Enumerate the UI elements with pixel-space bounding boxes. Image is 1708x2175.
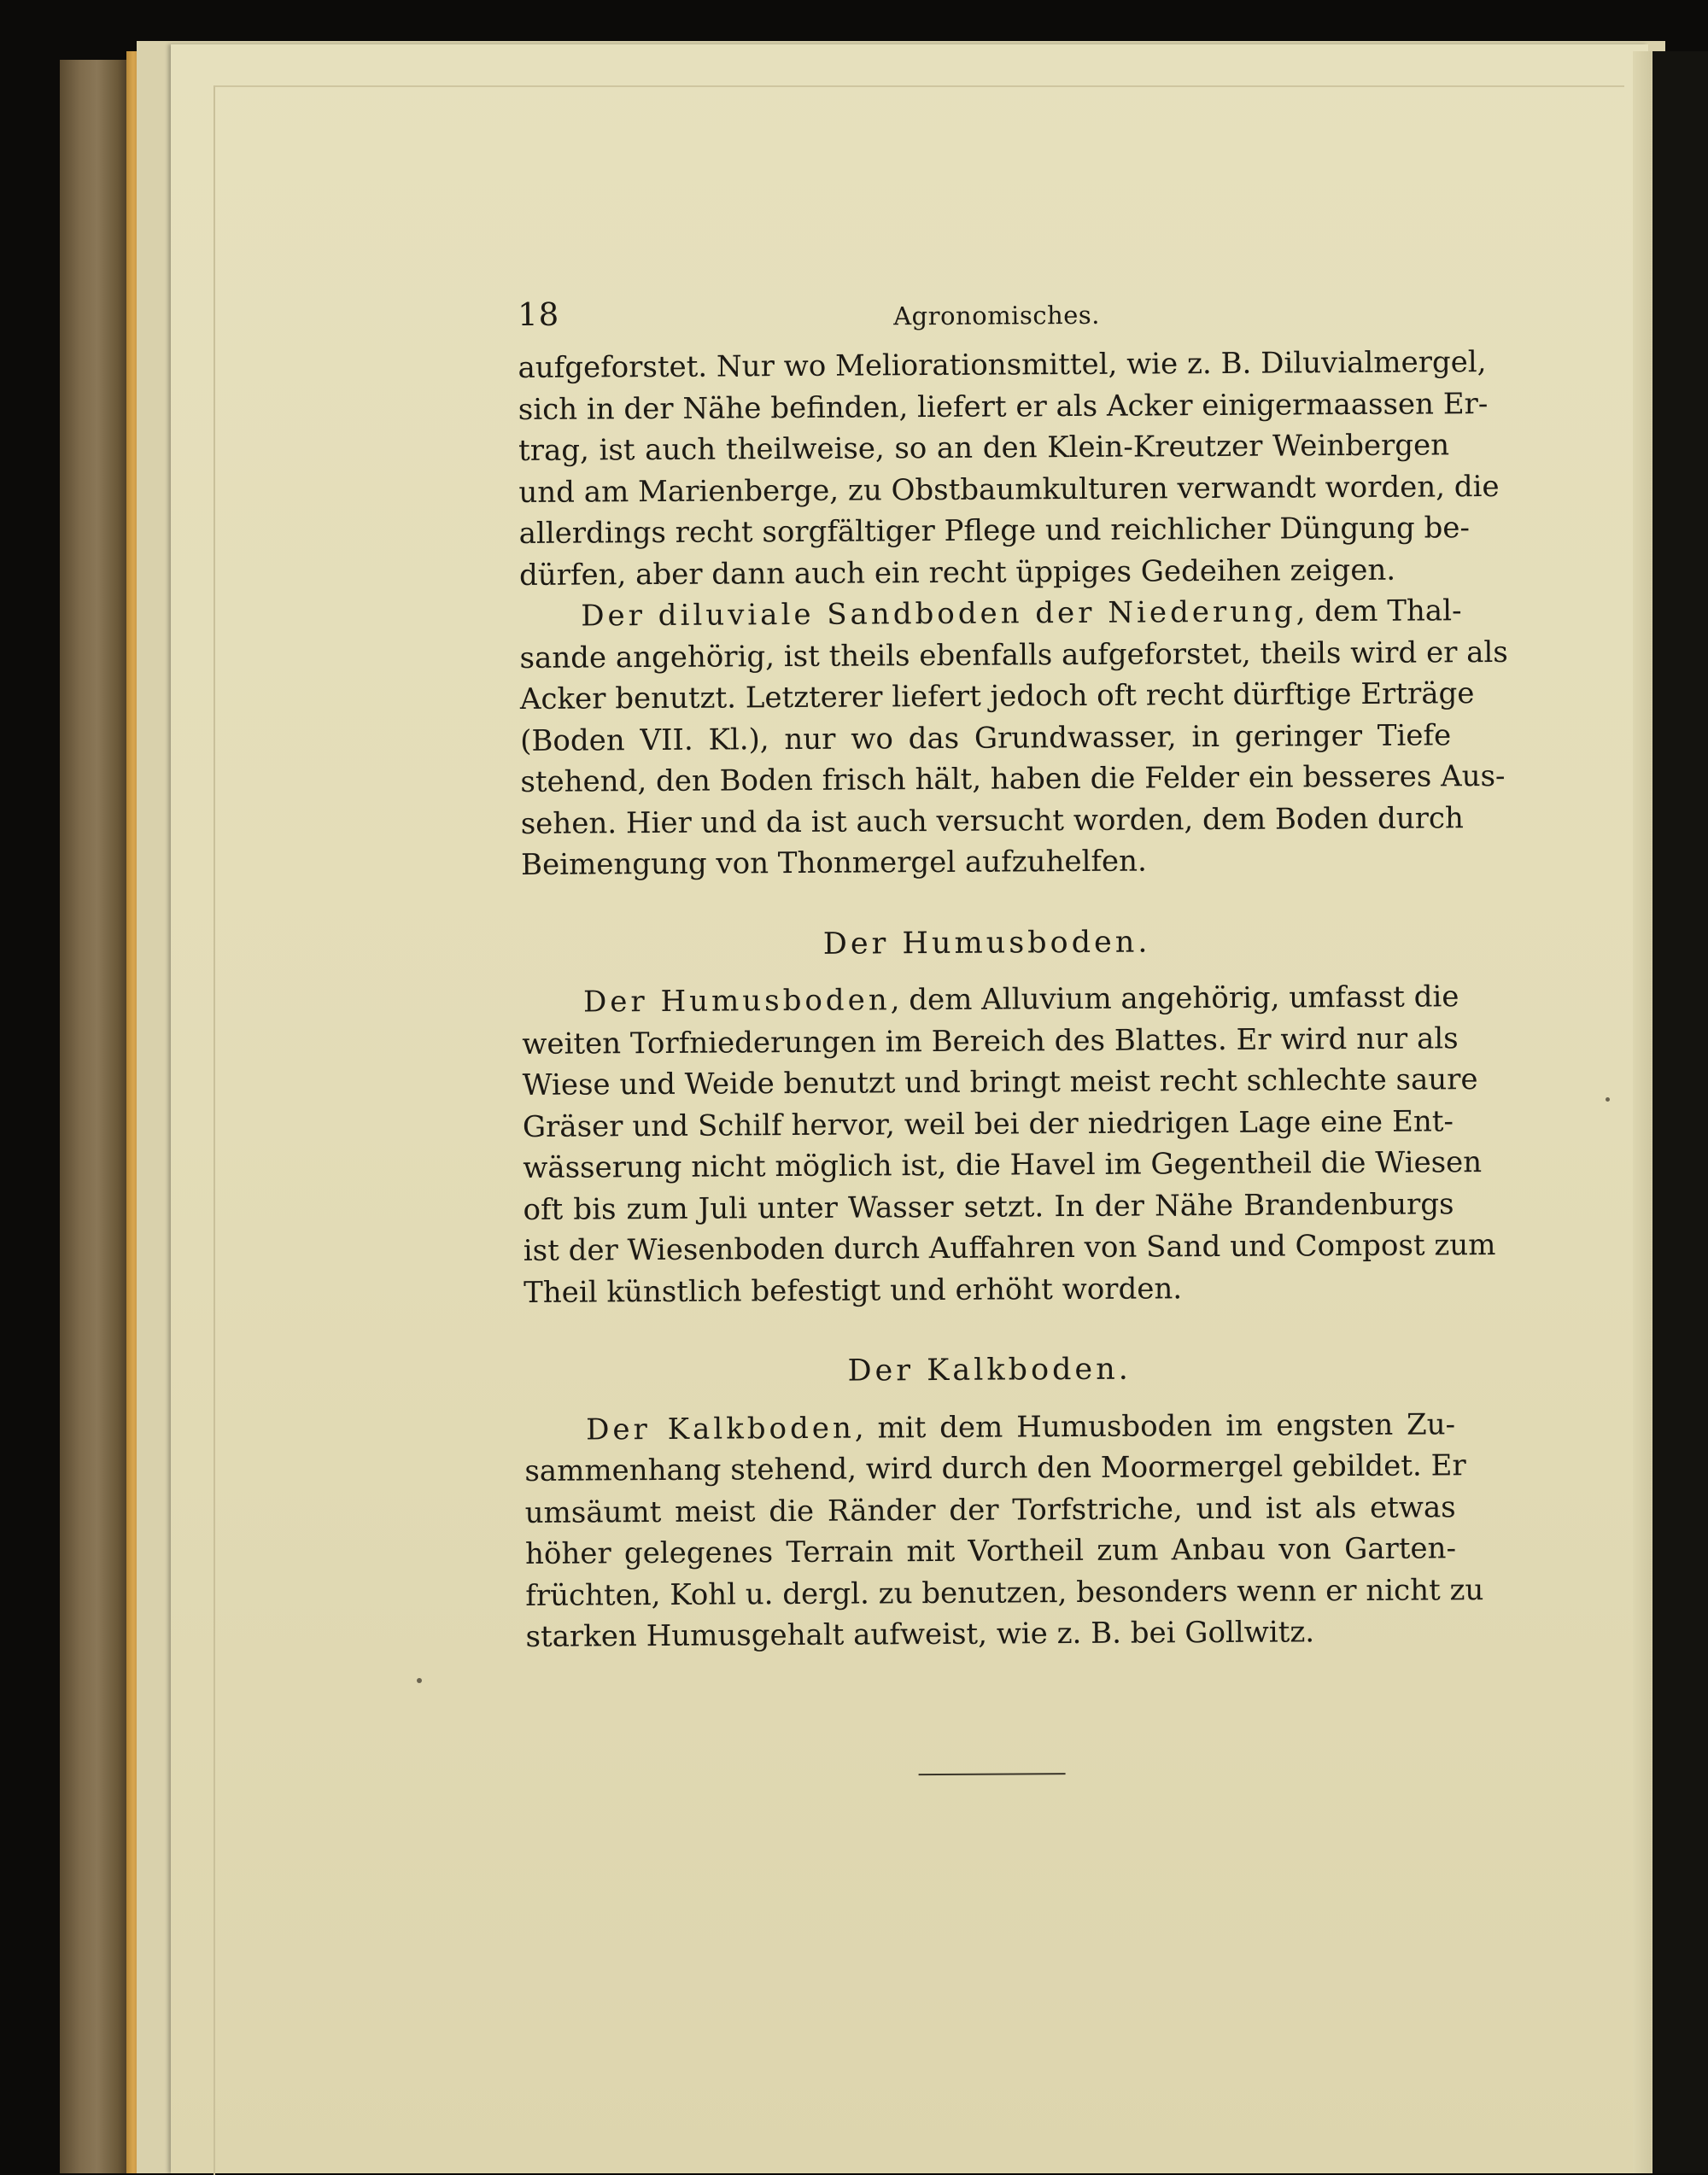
text-line: sammenhang stehend, wird durch den Moormergel gebildet. Er [524, 1448, 1466, 1488]
line-rest: , dem Alluvium angehörig, umfasst die [890, 979, 1459, 1018]
section-heading-kalkboden: Der Kalkboden. [847, 1352, 1132, 1389]
paragraph-2 [519, 590, 1508, 886]
scan-background [1652, 51, 1708, 2173]
page-text [518, 289, 1508, 1777]
text-line: aufgeforstet. Nur wo Meliorationsmittel, wie z. B. Diluvialmergel, [518, 345, 1487, 385]
text-line: weiten Torfniederungen im Bereich des Blattes. Er wird nur als [522, 1020, 1459, 1061]
section-heading-humusboden: Der Humusboden. [822, 924, 1151, 962]
text-line: dürfen, aber dann auch ein recht üppiges Gedeihen zeigen. [518, 553, 1396, 593]
text-line [522, 976, 1459, 1023]
page-number: 18 [518, 295, 560, 333]
paragraph-kalkboden [524, 1404, 1484, 1658]
text-line: Theil künstlich befestigt und erhöht worden. [524, 1271, 1183, 1310]
text-line: sich in der Nähe befinden, liefert er als Acker einigermaassen Er- [518, 386, 1489, 427]
text-line: Acker benutzt. Letzterer liefert jedoch oft recht dürftige Erträge [519, 676, 1475, 716]
book-spine [60, 60, 128, 2173]
paper-speck [417, 1678, 422, 1683]
page-right-edge [1633, 51, 1652, 2173]
line-rest: , dem Thal- [1296, 593, 1462, 629]
text-line: sande angehörig, ist theils ebenfalls aufgeforstet, theils wird er als [519, 634, 1508, 675]
spaced-lead: Der Humusboden [582, 983, 891, 1020]
text-line: oft bis zum Juli unter Wasser setzt. In der Nähe Brandenburgs [523, 1186, 1454, 1227]
paragraph-1 [518, 342, 1500, 596]
text-line: wässerung nicht möglich ist, die Havel im Gegentheil die Wiesen [523, 1145, 1483, 1185]
spaced-lead: Der Kalkboden [585, 1411, 855, 1447]
text-line: und am Marienberge, zu Obstbaumkulturen verwandt worden, die [518, 469, 1500, 510]
text-line [524, 1404, 1455, 1451]
page-header [518, 289, 1448, 341]
text-line: früchten, Kohl u. dergl. zu benutzen, besonders wenn er nicht zu [525, 1572, 1484, 1613]
paragraph-humusboden [522, 976, 1496, 1313]
text-line: trag, ist auch theilweise, so an den Klein-Kreutzer Weinbergen [518, 428, 1450, 468]
spaced-lead: Der diluviale Sandboden der Niederung [581, 594, 1296, 634]
running-head: Agronomisches. [893, 300, 1101, 331]
line-rest: , mit dem Humusboden im engsten Zu- [854, 1406, 1456, 1446]
text-line: Beimengung von Thonmergel aufzuhelfen. [520, 844, 1147, 882]
text-line: stehend, den Boden frisch hält, haben die Felder ein besseres Aus- [520, 758, 1506, 799]
text-line: allerdings recht sorgfältiger Pflege und reichlicher Düngung be- [518, 511, 1471, 551]
text-line: höher gelegenes Terrain mit Vortheil zum Anbau von Garten- [524, 1531, 1457, 1571]
text-line: umsäumt meist die Ränder der Torfstriche, und ist als etwas [524, 1489, 1456, 1530]
paper-speck [1606, 1097, 1610, 1102]
text-line [519, 590, 1462, 637]
text-line: Gräser und Schilf hervor, weil bei der niedrigen Lage eine Ent- [522, 1103, 1454, 1144]
text-line: ist der Wiesenboden durch Auffahren von Sand und Compost zum [523, 1228, 1496, 1268]
text-line: (Boden VII. Kl.), nur wo das Grundwasser, in geringer Tiefe [520, 717, 1452, 758]
text-line: Wiese und Weide benutzt und bringt meist recht schlechte saure [522, 1062, 1478, 1102]
text-line: starken Humusgehalt aufweist, wie z. B. bei Gollwitz. [525, 1615, 1315, 1654]
text-line: sehen. Hier und da ist auch versucht worden, dem Boden durch [520, 800, 1465, 841]
